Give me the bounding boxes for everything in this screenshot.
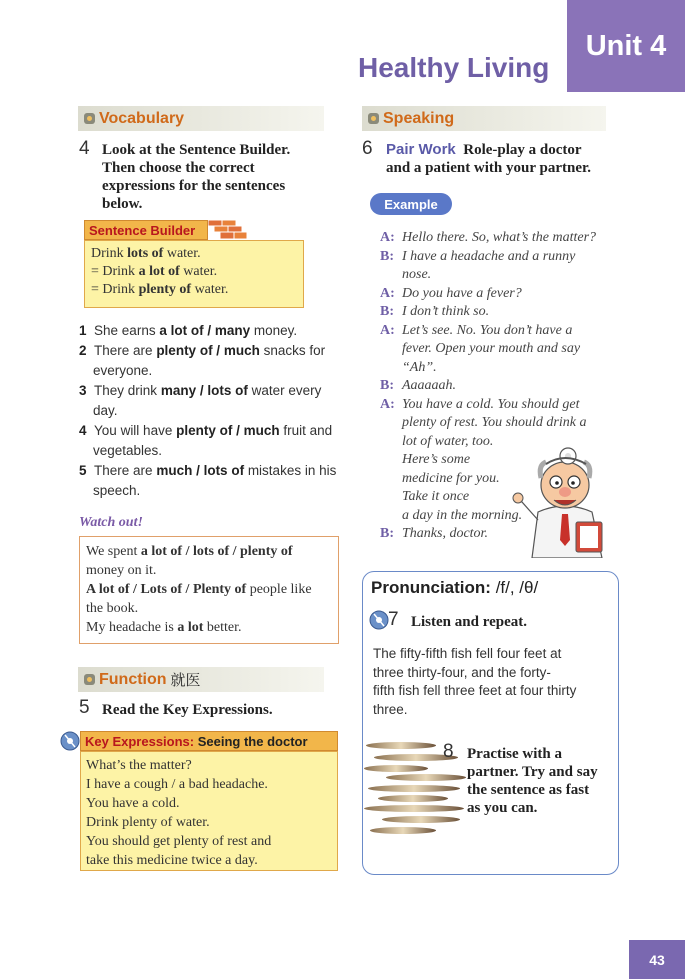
task-number-7: 7	[388, 609, 399, 630]
list-item: 3 They drink many / lots of water every	[79, 383, 322, 398]
list-item-cont: day.	[93, 403, 118, 418]
dialogue-line: a day in the morning.	[402, 507, 523, 523]
watch-out-line: A lot of / Lots of / Plenty of people like	[86, 582, 312, 597]
vocabulary-items	[79, 321, 344, 501]
list-item-cont: everyone.	[93, 363, 153, 378]
dialogue-line: B: I don’t think so.	[380, 304, 490, 319]
section-bullet-icon	[84, 113, 95, 124]
audio-cd-icon	[369, 610, 389, 630]
unit-tab	[567, 0, 685, 92]
list-item-cont: speech.	[93, 483, 141, 498]
unit-label: Unit 4	[585, 29, 667, 62]
watch-out-line: We spent a lot of / lots of / plenty of	[86, 544, 293, 559]
dialogue-line: B: Aaaaaah.	[380, 378, 457, 393]
task-number-8: 8	[443, 741, 454, 762]
expression-line: You should get plenty of rest and	[86, 834, 272, 849]
watch-out-label: Watch out!	[79, 515, 143, 530]
dialogue-line: Take it once	[402, 489, 470, 504]
pair-work-label: Pair Work	[386, 141, 456, 158]
expression-line: Drink plenty of water.	[86, 815, 210, 830]
dialogue-line: fever. Open your mouth and say	[402, 341, 581, 356]
dialogue-line: B: Thanks, doctor.	[380, 526, 488, 541]
list-item: 1 She earns a lot of / many money.	[79, 323, 298, 338]
function-heading-text: Function	[99, 670, 167, 688]
dialogue-line: A: Let’s see. No. You don’t have a	[380, 322, 573, 338]
function-heading-cn: 就医	[170, 671, 201, 689]
dialogue-line: Here’s some	[402, 452, 471, 467]
speaking-instruction-line: Pair Work Role-play a doctor	[386, 141, 582, 158]
fish-image	[364, 738, 474, 838]
expression-line: take this medicine twice a day.	[86, 853, 258, 868]
dialogue-line: A: You have a cold. You should get	[380, 396, 580, 412]
tongue-twister-line: three.	[373, 701, 408, 717]
dialogue-line: plenty of rest. You should drink a	[402, 415, 587, 430]
doctor-illustration	[510, 440, 620, 558]
key-expressions-box	[80, 751, 338, 871]
expression-line: I have a cough / a bad headache.	[86, 777, 268, 792]
task-number-5: 5	[79, 697, 90, 718]
speaking-instruction-line: and a patient with your partner.	[386, 160, 592, 176]
function-instruction: Read the Key Expressions.	[102, 702, 273, 718]
dialogue-line: nose.	[402, 267, 432, 282]
function-heading	[78, 667, 324, 692]
task8-line: partner. Try and say	[467, 764, 598, 780]
instruction-line: Look at the Sentence Builder.	[102, 142, 291, 158]
pronunciation-title: Pronunciation:	[371, 578, 491, 597]
dialogue-line: medicine for you.	[402, 470, 500, 486]
dialogue-line: A: Do you have a fever?	[380, 285, 522, 301]
sentence-builder-label: Sentence Builder	[84, 220, 208, 240]
task8-line: the sentence as fast	[467, 782, 590, 798]
vocabulary-instruction	[102, 141, 332, 213]
instruction-line: expressions for the sentences	[102, 178, 286, 194]
builder-line: = Drink plenty of water.	[91, 282, 229, 297]
page-number: 43	[629, 940, 685, 979]
key-expressions-topic: Seeing the doctor	[197, 733, 308, 749]
builder-line: = Drink a lot of water.	[91, 264, 218, 279]
audio-cd-icon	[60, 731, 80, 751]
watch-out-line: money on it.	[86, 563, 157, 578]
instruction-line: below.	[102, 196, 143, 212]
key-expressions-label	[80, 731, 338, 751]
watch-out-line: My headache is a lot better.	[86, 620, 242, 635]
list-item: 5 There are much / lots of mistakes in his	[79, 463, 337, 478]
vocabulary-heading	[78, 106, 324, 131]
task7-instruction: Listen and repeat.	[411, 614, 527, 630]
dialogue-line: B: I have a headache and a runny	[380, 248, 576, 264]
instruction-line: Then choose the correct	[102, 160, 255, 176]
tongue-twister-line: fifth fish fell three feet at four thirty	[373, 683, 577, 698]
section-bullet-icon	[368, 113, 379, 124]
example-badge: Example	[370, 193, 452, 215]
speaking-heading	[362, 106, 606, 131]
vocabulary-heading-text: Vocabulary	[99, 109, 185, 127]
speaking-instruction	[386, 141, 626, 177]
section-bullet-icon	[84, 674, 95, 685]
task8-line: as you can.	[467, 800, 538, 816]
watch-out-line: the book.	[86, 601, 139, 616]
pronunciation-phonemes: /f/, /θ/	[495, 578, 539, 597]
dialogue-line: A: Hello there. So, what’s the matter?	[380, 230, 597, 245]
list-item-cont: vegetables.	[93, 443, 163, 458]
builder-line: Drink lots of water.	[91, 246, 201, 261]
list-item: 2 There are plenty of / much snacks for	[79, 343, 326, 358]
watch-out-box	[79, 536, 339, 644]
expression-line: What’s the matter?	[86, 758, 192, 773]
dialogue-line: “Ah”.	[402, 359, 437, 375]
task8-instruction	[467, 745, 617, 817]
list-item: 4 You will have plenty of / much fruit and	[79, 423, 333, 438]
expression-line: You have a cold.	[86, 796, 180, 811]
task8-line: Practise with a	[467, 746, 562, 762]
unit-title: Healthy Living	[358, 52, 550, 83]
task-number-6: 6	[362, 138, 373, 159]
tongue-twister-line: three thirty-four, and the forty-	[373, 664, 551, 680]
pronunciation-heading	[371, 578, 538, 598]
task-number-4: 4	[79, 138, 90, 159]
speaking-heading-text: Speaking	[383, 109, 455, 127]
key-expressions-title: Key Expressions:	[85, 733, 195, 749]
tongue-twister	[373, 645, 613, 719]
dialogue-line: lot of water, too.	[402, 433, 494, 449]
brick-icon	[208, 220, 248, 240]
sentence-builder-box	[84, 240, 304, 308]
tongue-twister-line: The fifty-fifth fish fell four feet at	[373, 646, 562, 661]
